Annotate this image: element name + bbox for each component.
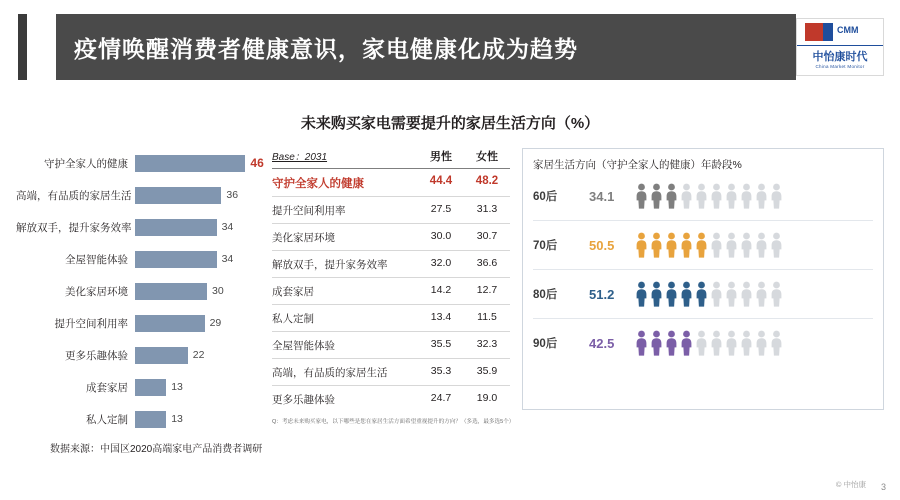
table-row [272,305,510,332]
person-icon [650,183,663,209]
page-number: 3 [880,482,886,492]
bar-value-label: 29 [209,317,222,329]
table-cell-label: 高端，有品质的家居生活 [272,367,388,379]
person-icon [665,183,678,209]
bar-value-label: 13 [171,413,183,425]
table-cell-male: 44.4 [429,175,453,187]
person-icon [710,183,723,209]
person-icon [680,330,693,356]
bar-value-label: 34 [221,253,234,265]
table-cell-male: 24.7 [430,392,452,404]
person-icon [635,232,648,258]
bar-value-label: 30 [212,285,224,297]
bar-track [135,155,264,172]
age-group-label: 70后 [533,240,558,252]
bar-category-label: 全屋智能体验 [65,253,128,266]
bar [135,187,221,204]
source-note: 数据来源：中国区2020高端家电产品消费者调研 [50,444,263,455]
table-cell-female: 36.6 [476,257,498,269]
person-icon [650,232,663,258]
pictogram-group [635,232,783,258]
table-cell-label: 成套家居 [272,286,314,298]
company-logo [796,18,884,76]
age-row [533,221,873,270]
bar-category-label: 美化家居环境 [65,285,128,298]
person-icon [725,232,738,258]
bar-value-label: 36 [226,189,239,201]
person-icon [635,281,648,307]
table-cell-female: 19.0 [476,392,498,404]
person-icon [665,281,678,307]
bar-track [135,251,233,268]
table-cell-label: 守护全家人的健康 [272,178,364,190]
table-row [272,197,510,224]
bar-category-label: 私人定制 [86,413,128,426]
person-icon [755,281,768,307]
person-icon [710,330,723,356]
table-cell-male: 30.0 [430,230,452,242]
bar [135,411,166,428]
person-icon [755,330,768,356]
bar-category-label: 高端，有品质的家居生活 [16,189,132,202]
table-cell-label: 解放双手，提升家务效率 [272,259,388,271]
pictogram-group [635,281,783,307]
table-body [272,169,510,412]
bar-row [16,214,271,240]
bar-category-label: 守护全家人的健康 [44,157,128,170]
person-icon [770,183,783,209]
page-title: 疫情唤醒消费者健康意识，家电健康化成为趋势 [74,35,578,62]
person-icon [635,183,648,209]
bar-category-label: 解放双手，提升家务效率 [16,221,132,234]
pictogram-group [635,330,783,356]
person-icon [740,232,753,258]
table-cell-male: 32.0 [430,257,452,269]
bar-row [16,150,271,176]
table-cell-label: 私人定制 [272,313,314,325]
bar-value-label: 22 [192,349,205,361]
person-icon [650,330,663,356]
logo-square-red-icon [805,23,823,41]
person-icon [695,232,708,258]
person-icon [725,183,738,209]
table-cell-male: 27.5 [430,203,452,215]
table-header-row [272,148,510,169]
bar-value-label: 13 [171,381,183,393]
age-group-value: 51.2 [589,286,615,302]
age-panel-rows [523,172,883,367]
table-cell-label: 全屋智能体验 [272,340,335,352]
table-note: Q：考虑未来购买家电，以下哪些是您在家居生活方面希望重视提升的方向？（多选，最多选5个） [272,419,515,425]
bar-row [16,406,271,432]
slide-header [0,14,900,80]
age-row [533,270,873,319]
person-icon [725,330,738,356]
bar-category-label: 提升空间利用率 [54,317,128,330]
age-group-value: 34.1 [589,188,615,204]
column-header-female: 女性 [476,151,498,163]
bar-value-label: 34 [221,221,234,233]
bar-track [135,411,183,428]
bar-value-label: 46 [250,156,264,170]
person-icon [680,183,693,209]
age-panel-title: 家居生活方向（守护全家人的健康）年龄段% [533,159,742,171]
header-banner [56,14,796,80]
person-icon [635,330,648,356]
bar-category-label: 成套家居 [86,381,128,394]
table-cell-female: 35.9 [476,365,498,377]
table-row [272,386,510,412]
bar-row [16,182,271,208]
column-header-male: 男性 [430,151,452,163]
table-cell-label: 更多乐趣体验 [272,394,335,406]
age-panel [522,148,884,410]
bar-row [16,342,271,368]
person-icon [725,281,738,307]
table-cell-male: 13.4 [430,311,452,323]
age-group-value: 50.5 [589,237,615,253]
bar [135,155,245,172]
person-icon [665,232,678,258]
age-row [533,172,873,221]
table-cell-female: 12.7 [476,284,498,296]
bar-track [135,283,224,300]
person-icon [695,281,708,307]
bar-row [16,278,271,304]
bar [135,251,217,268]
table-cell-female: 48.2 [475,175,499,187]
bar-track [135,315,221,332]
table-cell-male: 35.5 [430,338,452,350]
person-icon [665,330,678,356]
bar [135,219,217,236]
table-cell-male: 14.2 [430,284,452,296]
person-icon [755,232,768,258]
table-row [272,278,510,305]
bar-track [135,347,204,364]
person-icon [740,281,753,307]
person-icon [650,281,663,307]
table-base-label: Base：2031 [272,152,328,163]
person-icon [695,330,708,356]
table-row [272,359,510,386]
bar-track [135,219,233,236]
bar [135,379,166,396]
bar-category-label: 更多乐趣体验 [65,349,128,362]
age-row [533,319,873,367]
bar-row [16,374,271,400]
person-icon [695,183,708,209]
logo-company-en: China Market Monitor [815,64,865,69]
logo-company-cn: 中怡康时代 [812,51,868,63]
person-icon [755,183,768,209]
table-row [272,169,510,197]
age-group-label: 80后 [533,289,558,301]
gender-table [272,148,510,412]
table-cell-female: 31.3 [476,203,498,215]
table-cell-label: 提升空间利用率 [272,205,346,217]
bar-track [135,379,183,396]
person-icon [710,281,723,307]
table-row [272,332,510,359]
person-icon [680,281,693,307]
pictogram-group [635,183,783,209]
table-cell-female: 30.7 [476,230,498,242]
person-icon [710,232,723,258]
person-icon [740,183,753,209]
bar-chart [16,150,271,438]
table-cell-female: 32.3 [476,338,498,350]
bar-track [135,187,238,204]
person-icon [740,330,753,356]
person-icon [680,232,693,258]
person-icon [770,330,783,356]
table-cell-female: 11.5 [477,311,497,323]
person-icon [770,232,783,258]
table-row [272,224,510,251]
logo-mark [797,19,883,46]
table-cell-male: 35.3 [430,365,452,377]
age-group-label: 90后 [533,338,558,350]
copyright-text: © 中怡康 [835,480,866,489]
bar [135,347,188,364]
bar [135,283,207,300]
bar-row [16,246,271,272]
chart-title: 未来购买家电需要提升的家居生活方向（%） [300,115,600,132]
logo-cmm-text: CMM [837,25,859,35]
age-group-label: 60后 [533,191,558,203]
logo-square-blue-icon [823,23,833,41]
table-cell-label: 美化家居环境 [272,232,335,244]
header-accent-bar [18,14,27,80]
person-icon [770,281,783,307]
age-group-value: 42.5 [589,335,615,351]
bar-row [16,310,271,336]
table-row [272,251,510,278]
bar [135,315,205,332]
